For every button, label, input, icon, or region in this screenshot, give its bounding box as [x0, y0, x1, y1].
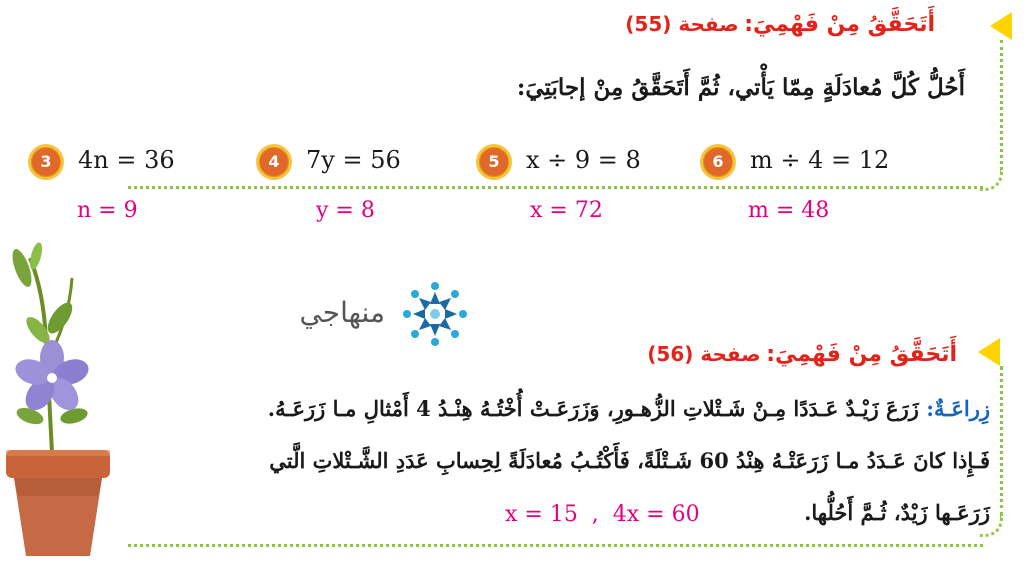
- section1-frame-corner: [980, 170, 1003, 191]
- section2-frame-bottom: [128, 544, 983, 547]
- section1-header: [625, 12, 935, 37]
- section1-frame-right: [1000, 40, 1003, 170]
- section2-title: أَتَحَقَّقُ مِنْ فَهْمِيَ:: [766, 342, 957, 367]
- section2-answer: x = 15 , 4x = 60: [505, 502, 700, 527]
- section2-line3: زَرَعَـها زَيْدٌ، ثُـمَّ أَحُلُّها.: [804, 500, 990, 525]
- topic-label: زِراعَـةٌ:: [926, 396, 990, 421]
- flower-pot-illustration: [0, 238, 125, 561]
- section2-line1: [268, 396, 990, 421]
- logo-text: منهاجي: [299, 296, 385, 329]
- problem-6-badge: 6: [700, 144, 736, 180]
- problem-3-badge: 3: [28, 144, 64, 180]
- section1-marker: [990, 12, 1012, 40]
- problem-5-equation: x ÷ 9 = 8: [526, 146, 641, 174]
- problem-4-answer: y = 8: [316, 198, 375, 223]
- problem-6-equation: m ÷ 4 = 12: [750, 146, 890, 174]
- section2-line1-text: زَرَعَ زَيْـدٌ عَـدَدًا مِـنْ شَـتْلاتِ الزُّهـورِ، وَزَرَعَـتْ أُخْتُـهُ هِنْـدُ 4 أَمْثالِ مـا زَرَعَـهُ.: [267, 396, 919, 421]
- problem-5-answer: x = 72: [530, 198, 603, 223]
- logo-icon: [398, 277, 472, 351]
- section1-page-ref: صفحة (55): [625, 12, 739, 36]
- section2-line2: فَـإِذا كانَ عَـدَدُ مـا زَرَعَتْـهُ هِنْدُ 60 شَـتْلَةً، فَأَكْتُـبُ مُعادَلَةً لِحِسابِ عَدَدِ الشَّـتْلاتِ الَّتي: [269, 448, 990, 473]
- problem-6-answer: m = 48: [748, 198, 830, 223]
- section2-page-ref: صفحة (56): [647, 342, 761, 366]
- problem-5-badge: 5: [476, 144, 512, 180]
- problem-4-badge: 4: [256, 144, 292, 180]
- problem-3-equation: 4n = 36: [78, 146, 175, 174]
- problem-3-answer: n = 9: [77, 198, 138, 223]
- section1-instruction: أَحُلُّ كُلَّ مُعادَلَةٍ مِمّا يَأْتي، ثُمَّ أَتَحَقَّقُ مِنْ إجابَتِيَ:: [516, 74, 965, 101]
- section1-frame-bottom: [128, 186, 983, 189]
- section2-marker: [978, 338, 1000, 366]
- section2-frame-right: [1000, 366, 1003, 516]
- problem-4-equation: 7y = 56: [306, 146, 401, 174]
- section2-header: [647, 342, 957, 367]
- section1-title: أَتَحَقَّقُ مِنْ فَهْمِيَ:: [744, 12, 935, 37]
